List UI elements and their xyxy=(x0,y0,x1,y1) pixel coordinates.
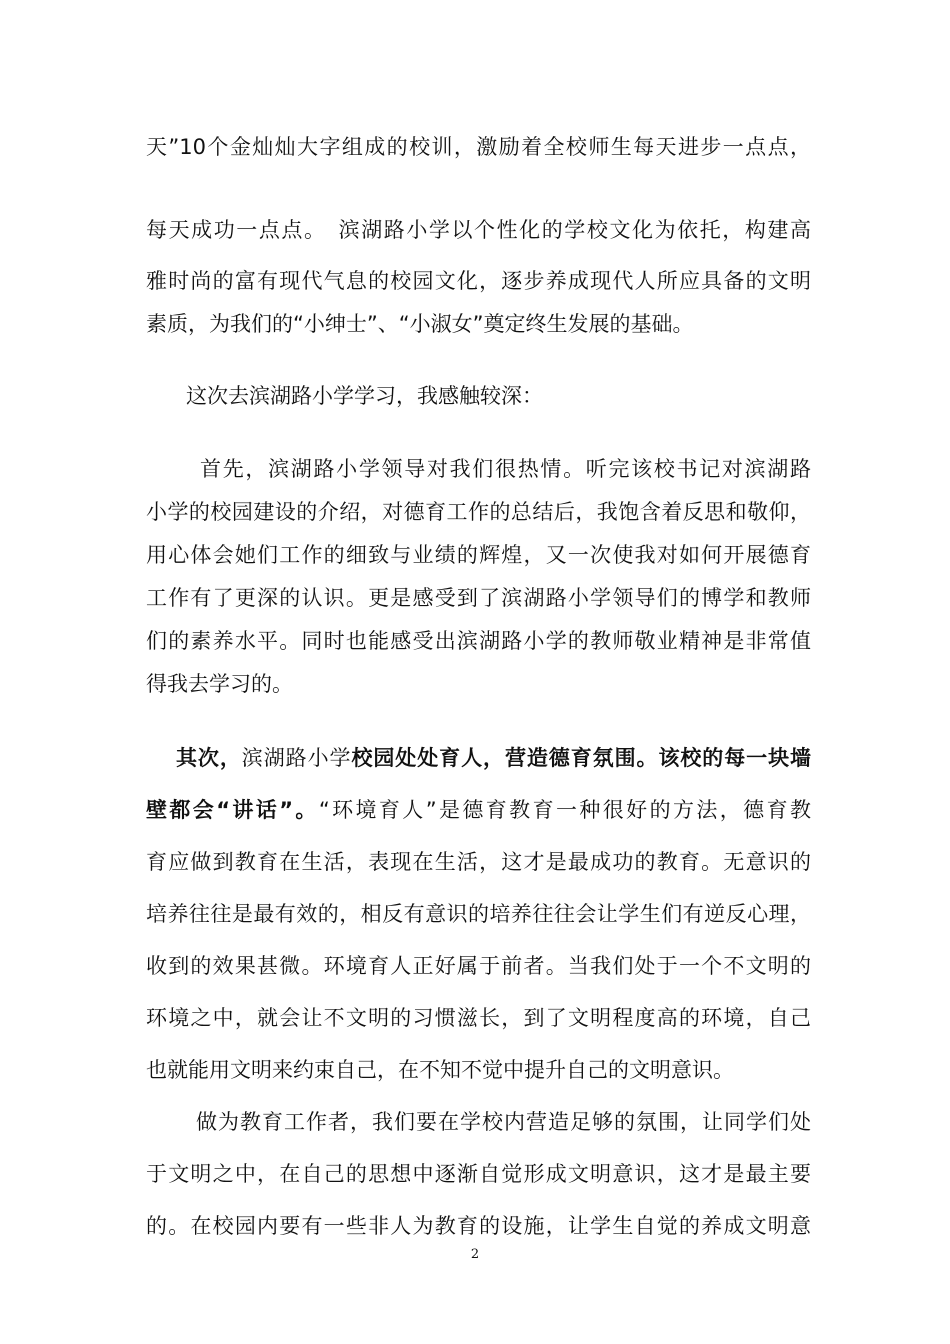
paragraph-4-line-5: 收到的效果甚微。环境育人正好属于前者。当我们处于一个不文明的 xyxy=(146,954,811,978)
paragraph-4-line-4: 培养往往是最有效的，相反有意识的培养往往会让学生们有逆反心理， xyxy=(146,902,811,926)
page-number: 2 xyxy=(470,1247,480,1262)
paragraph-1-line-1: 天”10个金灿灿大字组成的校训，激励着全校师生每天进步一点点， xyxy=(146,135,811,159)
paragraph-4-line-7: 也就能用文明来约束自己，在不知不觉中提升自己的文明意识。 xyxy=(146,1058,734,1082)
paragraph-4-line-3: 育应做到教育在生活，表现在生活，这才是最成功的教育。无意识的 xyxy=(146,850,811,874)
paragraph-3-line-6: 得我去学习的。 xyxy=(146,672,293,696)
paragraph-1-line-2: 每天成功一点点。 滨湖路小学以个性化的学校文化为依托，构建高 xyxy=(146,218,811,242)
paragraph-1-line-4: 素质，为我们的“小绅士”、“小淑女”奠定终生发展的基础。 xyxy=(146,312,694,336)
paragraph-3-line-3: 用心体会她们工作的细致与业绩的辉煌，又一次使我对如何开展德育 xyxy=(146,543,811,567)
school-name: 滨湖路小学 xyxy=(241,746,352,770)
paragraph-5-line-2: 于文明之中，在自己的思想中逐渐自觉形成文明意识，这才是最主要 xyxy=(146,1162,811,1186)
paragraph-4-lead: 其次， xyxy=(176,746,242,770)
paragraph-1-line-3: 雅时尚的富有现代气息的校园文化，逐步养成现代人所应具备的文明 xyxy=(146,269,811,293)
paragraph-5-line-3: 的。在校园内要有一些非人为教育的设施，让学生自觉的养成文明意 xyxy=(146,1214,811,1238)
paragraph-3-line-5: 们的素养水平。同时也能感受出滨湖路小学的教师敬业精神是非常值 xyxy=(146,629,811,653)
paragraph-2-line-1: 这次去滨湖路小学学习，我感触较深： xyxy=(186,384,543,408)
paragraph-3-line-2: 小学的校园建设的介绍，对德育工作的总结后，我饱含着反思和敬仰， xyxy=(146,500,811,524)
paragraph-4-heading-cont: 壁都会“讲话”。 xyxy=(146,798,319,822)
paragraph-3-line-1: 首先，滨湖路小学领导对我们很热情。听完该校书记对滨湖路 xyxy=(200,457,811,481)
paragraph-4-line-2 xyxy=(146,796,811,824)
paragraph-5-line-1: 做为教育工作者，我们要在学校内营造足够的氛围，让同学们处 xyxy=(196,1110,811,1134)
paragraph-4-line-1 xyxy=(176,744,811,772)
paragraph-4-heading: 校园处处育人，营造德育氛围。该校的每一块墙 xyxy=(351,746,812,770)
paragraph-4-line-6: 环境之中，就会让不文明的习惯滋长，到了文明程度高的环境，自己 xyxy=(146,1006,811,1030)
paragraph-3-line-4: 工作有了更深的认识。更是感受到了滨湖路小学领导们的博学和教师 xyxy=(146,586,811,610)
paragraph-4-body-start: “环境育人”是德育教育一种很好的方法，德育教 xyxy=(318,798,811,822)
